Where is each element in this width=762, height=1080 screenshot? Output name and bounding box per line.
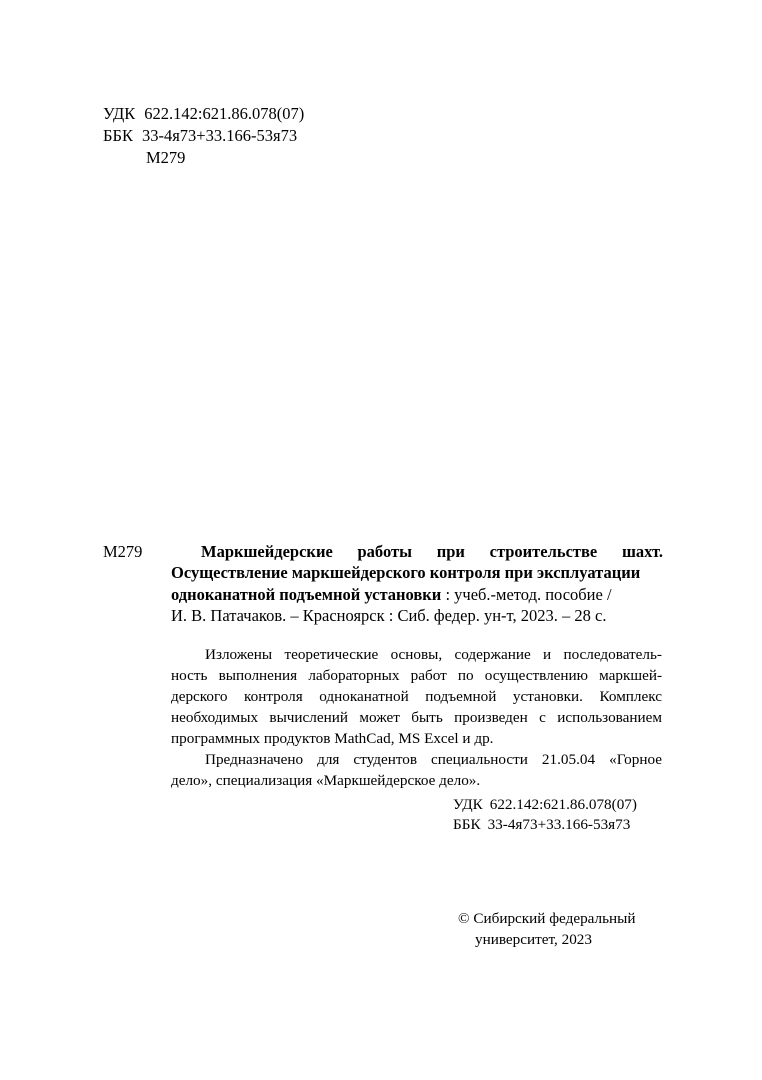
- udk-label: УДК: [453, 796, 483, 813]
- bbk-value: 33-4я73+33.166-53я73: [141, 126, 298, 145]
- author-mark-record: М279: [103, 542, 143, 561]
- bibliographic-record: [103, 541, 663, 626]
- annotation-line: необходимых вычислений может быть произведен с использованием: [171, 709, 662, 726]
- udk-value: 622.142:621.86.078(07): [144, 104, 305, 123]
- bbk-line: [103, 125, 304, 147]
- bbk-value: 33-4я73+33.166-53я73: [487, 816, 631, 833]
- title-line-3: [171, 584, 663, 605]
- copyright-notice: [458, 908, 636, 950]
- udk-value: 622.142:621.86.078(07): [489, 796, 637, 813]
- annotation-line: Изложены теоретические основы, содержание и последователь-: [205, 646, 662, 663]
- title-line-3-bold: одноканатной подъемной установки: [171, 584, 442, 604]
- annotation-line: ность выполнения лабораторных работ по осуществлению маркшей-: [171, 667, 662, 684]
- title-line-1: Маркшейдерские работы при строительстве шахт.: [201, 542, 663, 561]
- purpose-line-1: Предназначено для студентов специальности 21.05.04 «Горное: [205, 751, 662, 768]
- copyright-line-2: университет, 2023: [475, 931, 592, 948]
- title-line-2: Осуществление маркшейдерского контроля при эксплуатации: [171, 563, 641, 583]
- classification-bottom: [453, 795, 637, 835]
- bbk-label: ББК: [453, 816, 481, 833]
- annotation: [171, 644, 662, 791]
- title-line-3-rest: : учеб.-метод. пособие /: [441, 584, 612, 604]
- classification-top: [103, 103, 304, 169]
- purpose-line-2: дело», специализация «Маркшейдерское дело».: [171, 772, 481, 789]
- author-mark: М279: [146, 148, 186, 167]
- annotation-line: дерского контроля одноканатной подъемной установки. Комплекс: [171, 688, 662, 705]
- bbk-label: ББК: [103, 126, 133, 145]
- copyright-line-1: © Сибирский федеральный: [458, 910, 636, 927]
- udk-line-bottom: [453, 795, 637, 815]
- udk-label: УДК: [103, 104, 136, 123]
- udk-line: [103, 103, 304, 125]
- imprint-line: И. В. Патачаков. – Красноярск : Сиб. федер. ун-т, 2023. – 28 с.: [171, 605, 607, 625]
- annotation-line: программных продуктов MathCad, MS Excel и др.: [171, 730, 494, 747]
- bibliographic-body: [171, 541, 663, 626]
- bbk-line-bottom: [453, 815, 637, 835]
